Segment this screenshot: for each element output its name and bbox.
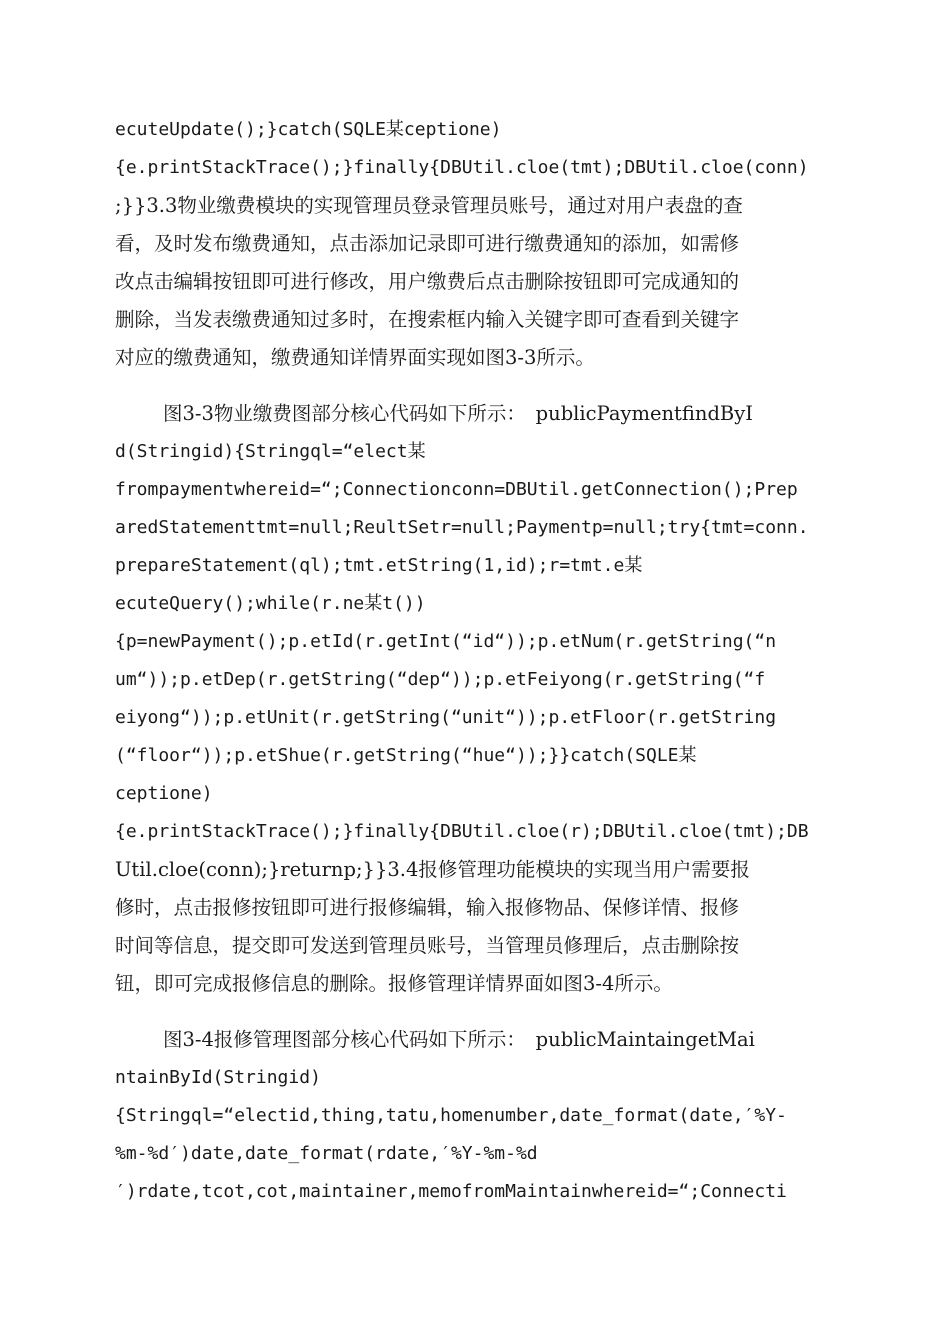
code-line: eiyong“));p.etUnit(r.getString(“unit“));p.etFloor(r.getString (115, 707, 777, 728)
code-line: %m-%d′)date,date_format(rdate,′%Y-%m-%d (115, 1143, 538, 1164)
code-line: um“));p.etDep(r.getString(“dep“));p.etFeiyong(r.getString(“f (115, 669, 766, 690)
code-line: ntainById(Stringid) (115, 1067, 321, 1088)
code-line: aredStatementtmt=null;ReultSetr=null;Paymentp=null;try{tmt=conn. (115, 517, 809, 538)
text-line: ecuteUpdate();}catch(SQLE某ceptione) (115, 119, 502, 140)
code-line: frompaymentwhereid=“;Connectionconn=DBUtil.getConnection();Prep (115, 479, 798, 500)
text-line: {e.printStackTrace();}finally{DBUtil.cloe(tmt);DBUtil.cloe(conn) (115, 157, 809, 178)
text-line: 时间等信息，提交即可发送到管理员账号，当管理员修理后，点击删除按 (115, 934, 740, 957)
figure-caption-line: 图3-4报修管理图部分核心代码如下所示： publicMaintaingetMai (163, 1028, 755, 1051)
code-line: {e.printStackTrace();}finally{DBUtil.cloe(r);DBUtil.cloe(tmt);DB (115, 821, 809, 842)
text-line: 对应的缴费通知，缴费通知详情界面实现如图3-3所示。 (115, 346, 595, 369)
code-line: (“floor“));p.etShue(r.getString(“hue“));}}catch(SQLE某 (115, 745, 697, 766)
code-line: ceptione) (115, 783, 213, 804)
code-line: ecuteQuery();while(r.ne某t()) (115, 593, 426, 614)
figure-caption-line: 图3-3物业缴费图部分核心代码如下所示： publicPaymentfindByI (163, 402, 753, 425)
code-line: ′)rdate,tcot,cot,maintainer,memofromMaintainwhereid=“;Connecti (115, 1181, 787, 1202)
text-line: 删除，当发表缴费通知过多时，在搜索框内输入关键字即可查看到关键字 (115, 308, 740, 331)
text-line: Util.cloe(conn);}returnp;}}3.4报修管理功能模块的实现当用户需要报 (115, 858, 750, 881)
text-line: 看，及时发布缴费通知，点击添加记录即可进行缴费通知的添加，如需修 (115, 232, 740, 255)
code-line: d(Stringid){Stringql=“elect某 (115, 441, 426, 462)
code-line: prepareStatement(ql);tmt.etString(1,id);r=tmt.e某 (115, 555, 643, 576)
code-line: {p=newPayment();p.etId(r.getInt(“id“));p.etNum(r.getString(“n (115, 631, 777, 652)
code-line: {Stringql=“electid,thing,tatu,homenumber,date_format(date,′%Y- (115, 1105, 787, 1126)
text-line: 改点击编辑按钮即可进行修改，用户缴费后点击删除按钮即可完成通知的 (115, 270, 740, 293)
text-line: ;}}3.3物业缴费模块的实现管理员登录管理员账号，通过对用户表盘的查 (115, 194, 743, 217)
text-line: 钮，即可完成报修信息的删除。报修管理详情界面如图3-4所示。 (115, 972, 673, 995)
text-line: 修时，点击报修按钮即可进行报修编辑，输入报修物品、保修详情、报修 (115, 896, 740, 919)
